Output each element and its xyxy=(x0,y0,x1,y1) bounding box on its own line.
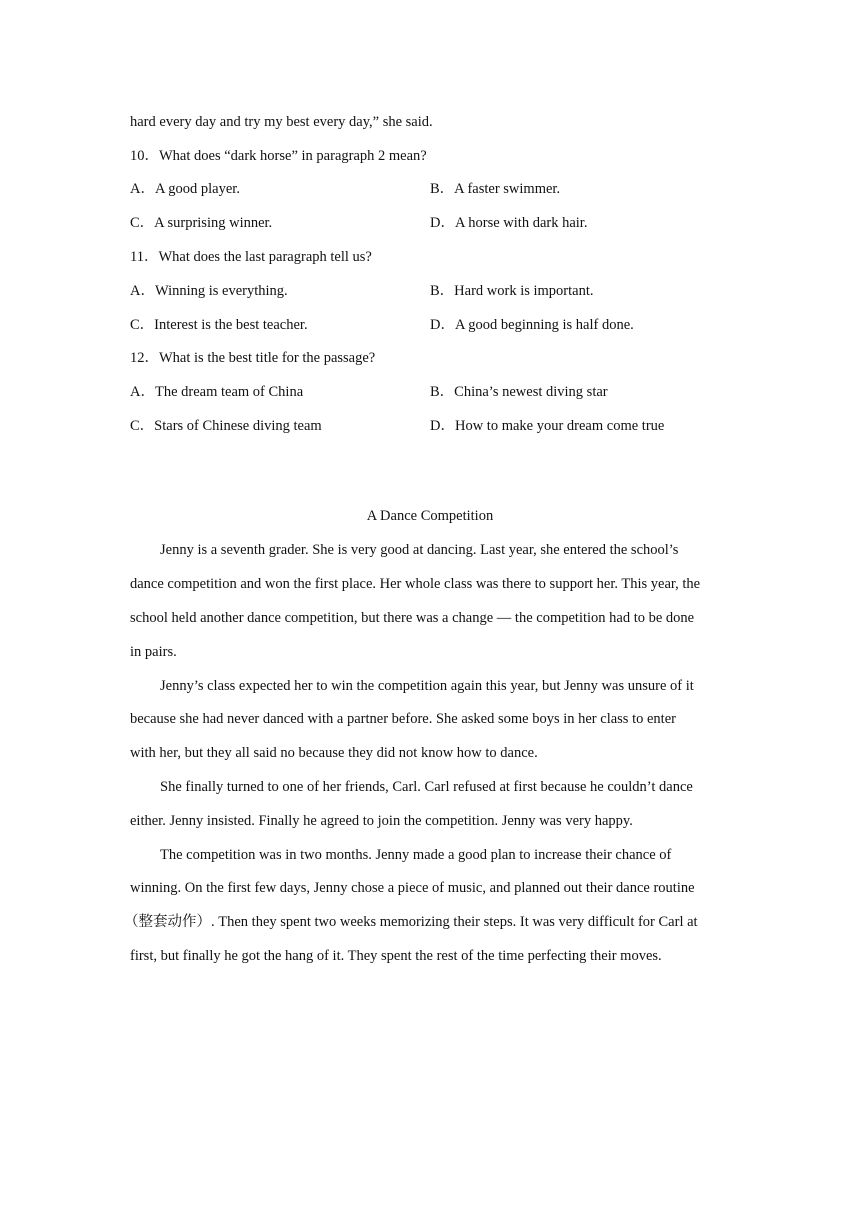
question-12-option-d: D．How to make your dream come true xyxy=(430,418,665,434)
question-12-option-b: B．China’s newest diving star xyxy=(430,384,608,400)
passage-line: Jenny’s class expected her to win the competition again this year, but Jenny was unsure of it xyxy=(160,678,694,694)
question-10-option-a: A．A good player. xyxy=(130,181,240,197)
previous-passage-end: hard every day and try my best every day,” she said. xyxy=(130,114,433,130)
question-10-stem: 10．What does “dark horse” in paragraph 2 mean? xyxy=(130,148,427,164)
passage-line: dance competition and won the first place. Her whole class was there to support her. This year, the xyxy=(130,576,701,592)
passage-line: school held another dance competition, but there was a change — the competition had to be done xyxy=(130,610,695,626)
passage-title: A Dance Competition xyxy=(366,508,494,524)
passage-line: in pairs. xyxy=(130,644,177,660)
question-10-option-c: C．A surprising winner. xyxy=(130,215,273,231)
passage-line: The competition was in two months. Jenny made a good plan to increase their chance of xyxy=(160,847,672,863)
question-11-option-c: C．Interest is the best teacher. xyxy=(130,317,308,333)
question-10-option-d: D．A horse with dark hair. xyxy=(430,215,588,231)
question-11-stem: 11．What does the last paragraph tell us? xyxy=(130,249,372,265)
passage-line: Jenny is a seventh grader. She is very good at dancing. Last year, she entered the school’s xyxy=(160,542,679,558)
question-10-option-b: B．A faster swimmer. xyxy=(430,181,561,197)
passage-line: first, but finally he got the hang of it. They spent the rest of the time perfecting their moves. xyxy=(130,948,662,964)
question-12-stem: 12．What is the best title for the passage? xyxy=(130,350,376,366)
passage-line: She finally turned to one of her friends, Carl. Carl refused at first because he couldn’t dance xyxy=(160,779,693,795)
passage-line: because she had never danced with a partner before. She asked some boys in her class to enter xyxy=(130,711,676,727)
passage-line: either. Jenny insisted. Finally he agreed to join the competition. Jenny was very happy. xyxy=(130,813,633,829)
question-12-option-c: C．Stars of Chinese diving team xyxy=(130,418,322,434)
passage-line: （整套动作）. Then they spent two weeks memorizing their steps. It was very difficult for Carl at xyxy=(124,914,698,930)
passage-line: winning. On the first few days, Jenny chose a piece of music, and planned out their dance routine xyxy=(130,880,695,896)
passage-line: with her, but they all said no because they did not know how to dance. xyxy=(130,745,538,761)
question-11-option-a: A．Winning is everything. xyxy=(130,283,288,299)
question-11-option-d: D．A good beginning is half done. xyxy=(430,317,634,333)
question-11-option-b: B．Hard work is important. xyxy=(430,283,594,299)
question-12-option-a: A．The dream team of China xyxy=(130,384,304,400)
